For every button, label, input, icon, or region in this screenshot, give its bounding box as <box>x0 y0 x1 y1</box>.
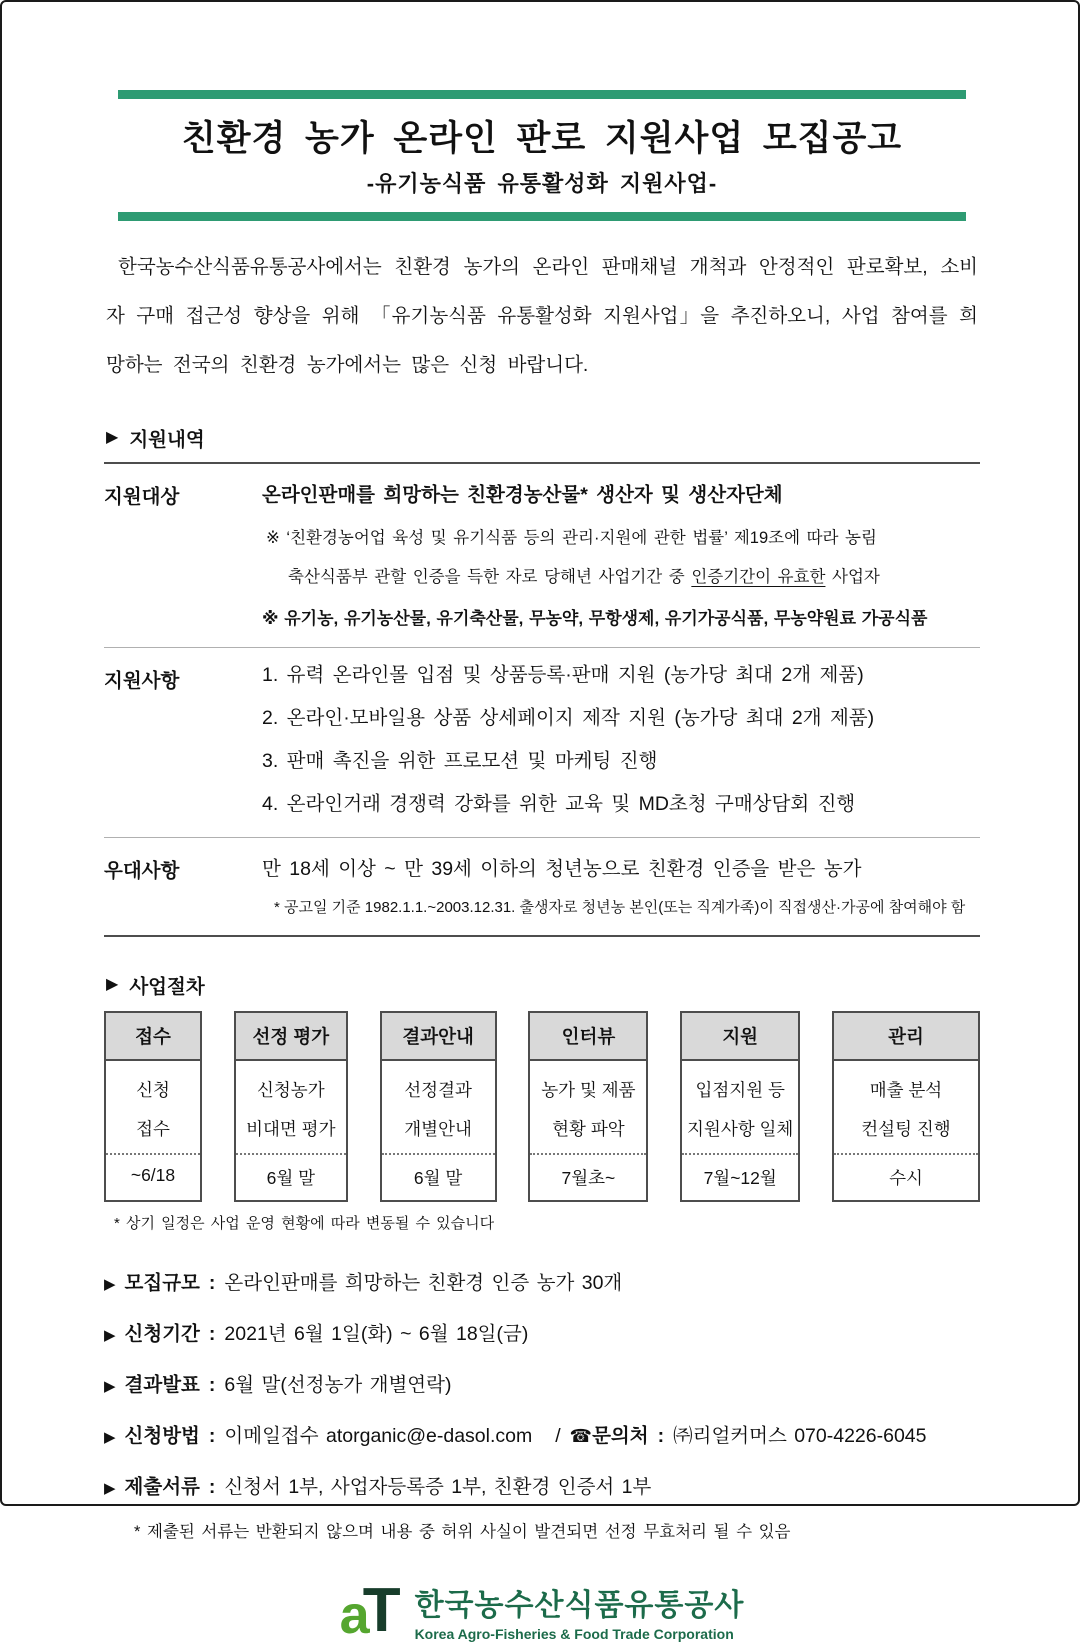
step-body <box>106 1061 200 1153</box>
detail-colon: : <box>208 1272 216 1294</box>
row-label-target: 지원대상 <box>104 486 180 508</box>
step-line: 신청농가 <box>256 1080 325 1100</box>
step-title: 지원 <box>682 1013 798 1061</box>
row-content-target <box>262 479 980 629</box>
triangle-bullet-icon: ▶ <box>104 1429 116 1446</box>
support-table <box>104 462 980 937</box>
process-step-evaluation <box>234 1011 348 1202</box>
step-title: 선정 평가 <box>236 1013 346 1061</box>
detail-value: 신청서 1부, 사업자등록증 1부, 친환경 인증서 1부 <box>224 1476 652 1498</box>
details-list <box>104 1267 980 1542</box>
step-line: 입점지원 등 <box>695 1080 785 1100</box>
step-title: 인터뷰 <box>530 1013 646 1061</box>
phone-icon: ☎ <box>569 1426 593 1446</box>
detail-row-announcement <box>104 1369 980 1397</box>
step-body <box>834 1061 978 1153</box>
triangle-bullet-icon: ▶ <box>104 1276 116 1293</box>
details-note: * 제출된 서류는 반환되지 않으며 내용 중 허위 사실이 발견되면 선정 무효처리 될 수 있음 <box>134 1523 791 1541</box>
detail-separator: / <box>555 1425 561 1447</box>
at-logo-icon <box>339 1576 401 1645</box>
row-label-items: 지원사항 <box>104 670 180 692</box>
step-body <box>236 1061 346 1153</box>
detail-contact-group <box>555 1420 926 1448</box>
step-line: 신청 <box>136 1080 170 1100</box>
support-item: 1. 유력 온라인몰 입점 및 상품등록·판매 지원 (농가당 최대 2개 제품) <box>262 664 864 686</box>
target-main-text: 온라인판매를 희망하는 친환경농산물* 생산자 및 생산자단체 <box>262 484 783 506</box>
process-step-result <box>380 1011 497 1202</box>
support-section-heading <box>106 424 980 452</box>
step-line: 개별안내 <box>404 1119 472 1139</box>
contact-value: ㈜리얼커머스 070-4226-6045 <box>673 1425 927 1447</box>
support-item: 2. 온라인·모바일용 상품 상세페이지 제작 지원 (농가당 최대 2개 제품) <box>262 707 875 729</box>
row-label-preference: 우대사항 <box>104 860 180 882</box>
step-line: 접수 <box>136 1119 170 1139</box>
step-body <box>382 1061 495 1153</box>
triangle-bullet-icon: ▶ <box>104 1327 116 1344</box>
step-line: 농가 및 제품 <box>541 1080 636 1100</box>
detail-colon: : <box>657 1425 665 1447</box>
detail-colon: : <box>208 1374 216 1396</box>
detail-colon: : <box>208 1425 216 1447</box>
process-heading-label: 사업절차 <box>129 976 205 998</box>
detail-row-documents <box>104 1471 980 1499</box>
intro-paragraph: 한국농수산식품유통공사에서는 친환경 농가의 온라인 판매채널 개척과 안정적인 판로확보, 소비자 구매 접근성 향상을 위해 「유기농식품 유통활성화 지원사업」을 추진하오니, 사업 참여를 희망하는 전국의 친환경 농가에서는 많은 신청 바랍니다. <box>106 256 978 376</box>
process-steps <box>104 1011 980 1202</box>
detail-label: 결과발표 <box>124 1374 200 1396</box>
logo-letter-t: T <box>362 1576 401 1645</box>
step-date: 수시 <box>834 1153 978 1200</box>
process-note: * 상기 일정은 사업 운영 현황에 따라 변동될 수 있습니다 <box>114 1215 495 1232</box>
process-step-support <box>680 1011 800 1202</box>
step-title: 결과안내 <box>382 1013 495 1061</box>
footer-logo <box>104 1576 980 1645</box>
detail-row-period <box>104 1318 980 1346</box>
contact-label: 문의처 <box>592 1425 649 1447</box>
detail-colon: : <box>208 1476 216 1498</box>
step-line: 비대면 평가 <box>246 1119 336 1139</box>
support-heading-label: 지원내역 <box>129 429 205 451</box>
preference-note: * 공고일 기준 1982.1.1.~2003.12.31. 출생자로 청년농 본인(또는 직계가족)이 직접생산·가공에 참여해야 함 <box>274 899 966 916</box>
detail-value-email: 이메일접수 atorganic@e-dasol.com <box>224 1425 533 1447</box>
preference-main-text: 만 18세 이상 ~ 만 39세 이하의 청년농으로 친환경 인증을 받은 농가 <box>262 858 862 880</box>
step-date: 7월~12월 <box>682 1153 798 1200</box>
detail-label: 신청기간 <box>124 1323 200 1345</box>
step-body <box>530 1061 646 1153</box>
cert-note-suffix: 사업자 <box>825 568 880 586</box>
step-line: 현황 파악 <box>552 1119 625 1139</box>
step-title: 관리 <box>834 1013 978 1061</box>
logo-letter-a: a <box>339 1585 370 1645</box>
document-content <box>2 2 1078 1645</box>
support-item: 3. 판매 촉진을 위한 프로모션 및 마케팅 진행 <box>262 750 658 772</box>
triangle-bullet-icon: ▶ <box>106 976 119 993</box>
table-row-preference <box>104 838 980 935</box>
logo-korean-name: 한국농수산식품유통공사 <box>414 1589 745 1622</box>
detail-label: 모집규모 <box>124 1272 200 1294</box>
target-note-categories: ※ 유기농, 유기농산물, 유기축산물, 무농약, 무항생제, 유기가공식품, 무농약원료 가공식품 <box>262 609 928 628</box>
step-body <box>682 1061 798 1153</box>
logo-english-name: Korea Agro-Fisheries & Food Trade Corporation <box>414 1626 734 1642</box>
process-step-management <box>832 1011 980 1202</box>
table-row-target <box>104 464 980 648</box>
step-line: 매출 분석 <box>869 1080 943 1100</box>
logo-text-block <box>415 1580 745 1642</box>
step-date: 6월 말 <box>236 1153 346 1200</box>
target-note-law: ※ ‘친환경농어업 육성 및 유기식품 등의 관리·지원에 관한 법률’ 제19조에 따라 농림 <box>266 529 877 547</box>
title-bottom-rule <box>118 212 966 221</box>
target-note-cert <box>288 563 980 587</box>
detail-colon: : <box>208 1323 216 1345</box>
contact-inline <box>570 1420 649 1448</box>
step-title: 접수 <box>106 1013 200 1061</box>
step-date: ~6/18 <box>106 1153 200 1196</box>
triangle-bullet-icon: ▶ <box>104 1480 116 1497</box>
step-date: 6월 말 <box>382 1153 495 1200</box>
detail-label: 제출서류 <box>124 1476 200 1498</box>
detail-label: 신청방법 <box>124 1425 200 1447</box>
detail-value: 2021년 6월 1일(화) ~ 6월 18일(금) <box>224 1323 529 1345</box>
page-title: 친환경 농가 온라인 판로 지원사업 모집공고 <box>181 119 903 158</box>
detail-value: 온라인판매를 희망하는 친환경 인증 농가 30개 <box>224 1272 623 1294</box>
title-top-rule <box>118 90 966 99</box>
process-section-heading <box>106 971 980 999</box>
process-step-reception <box>104 1011 202 1202</box>
table-row-items <box>104 648 980 838</box>
row-content-preference <box>262 853 980 917</box>
triangle-bullet-icon: ▶ <box>106 429 119 446</box>
step-line: 지원사항 일체 <box>687 1119 794 1139</box>
step-line: 선정결과 <box>404 1080 472 1100</box>
cert-note-prefix: 축산식품부 관할 인증을 득한 자로 당해년 사업기간 중 <box>288 568 692 586</box>
cert-note-underlined: 인증기간이 유효한 <box>691 568 826 586</box>
triangle-bullet-icon: ▶ <box>104 1378 116 1395</box>
support-item: 4. 온라인거래 경쟁력 강화를 위한 교육 및 MD초청 구매상담회 진행 <box>262 793 856 815</box>
process-step-interview <box>528 1011 648 1202</box>
detail-value: 6월 말(선정농가 개별연락) <box>224 1374 452 1396</box>
row-content-items <box>262 663 980 819</box>
title-block <box>104 90 980 221</box>
detail-row-method <box>104 1420 980 1448</box>
step-date: 7월초~ <box>530 1153 646 1200</box>
step-line: 컨설팅 진행 <box>861 1119 951 1139</box>
detail-row-scale <box>104 1267 980 1295</box>
page-subtitle: -유기농식품 유통활성화 지원사업- <box>366 171 718 196</box>
